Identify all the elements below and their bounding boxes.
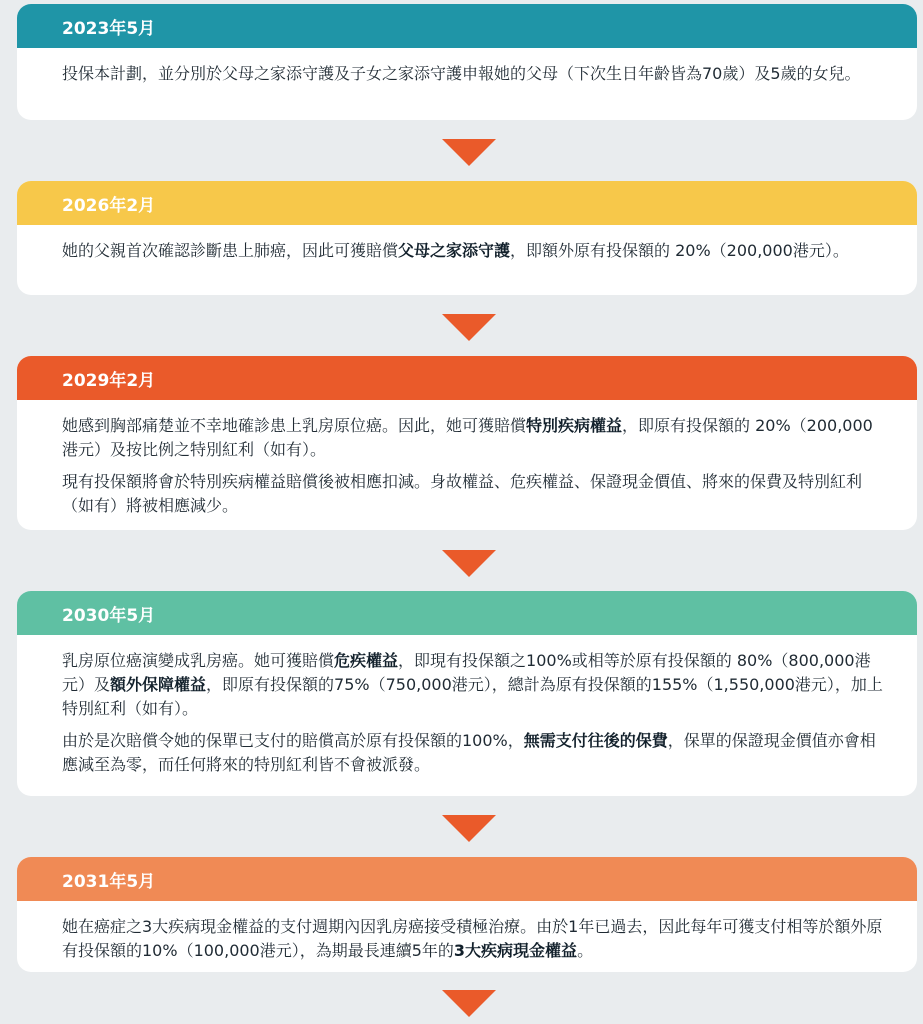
card-paragraph: 投保本計劃，並分別於父母之家添守護及子女之家添守護申報她的父母（下次生日年齡皆為70歲）及5歲的女兒。 xyxy=(62,64,861,83)
card-date: 2029年2月 xyxy=(62,370,156,391)
highlight-benefit: 特別疾病權益 xyxy=(526,416,623,435)
card-date-header xyxy=(17,356,917,400)
card-date-header xyxy=(17,4,917,48)
card-paragraph: 她的父親首次確認診斷患上肺癌，因此可獲賠償父母之家添守護，即額外原有投保額的 20%（200,000港元）。 xyxy=(62,241,849,260)
highlight-benefit: 額外保障權益 xyxy=(110,675,207,694)
card-description xyxy=(17,225,917,263)
timeline-card-2030-05 xyxy=(17,591,917,796)
card-date-header xyxy=(17,591,917,635)
card-paragraph: 她感到胸部痛楚並不幸地確診患上乳房原位癌。因此，她可獲賠償特別疾病權益，即原有投保額的 20%（200,000港元）及按比例之特別紅利（如有）。 xyxy=(62,416,873,459)
down-arrow-icon xyxy=(442,550,496,577)
card-date: 2026年2月 xyxy=(62,195,156,216)
timeline-card-2031-05 xyxy=(17,857,917,972)
down-arrow-icon xyxy=(442,314,496,341)
card-date-header xyxy=(17,857,917,901)
card-paragraph: 現有投保額將會於特別疾病權益賠償後被相應扣減。身故權益、危疾權益、保證現金價值、將來的保費及特別紅利（如有）將被相應減少。 xyxy=(62,472,863,515)
timeline-card-2026-02 xyxy=(17,181,917,295)
card-paragraph: 乳房原位癌演變成乳房癌。她可獲賠償危疾權益，即現有投保額之100%或相等於原有投保額的 80%（800,000港元）及額外保障權益，即原有投保額的75%（750,000港元），總計為原有投保額的155%（1,550,000港元），加上特別紅利（如有）。 xyxy=(62,651,883,718)
card-description xyxy=(17,635,917,777)
timeline-card-2029-02 xyxy=(17,356,917,530)
timeline-card-2023-05 xyxy=(17,4,917,120)
highlight-benefit: 3大疾病現金權益 xyxy=(453,941,578,960)
down-arrow-icon xyxy=(442,815,496,842)
card-date: 2031年5月 xyxy=(62,871,156,892)
card-paragraph: 由於是次賠償令她的保單已支付的賠償高於原有投保額的100%，無需支付往後的保費，保單的保證現金價值亦會相應減至為零，而任何將來的特別紅利皆不會被派發。 xyxy=(62,731,876,774)
card-date: 2030年5月 xyxy=(62,605,156,626)
card-date-header xyxy=(17,181,917,225)
highlight-benefit: 無需支付往後的保費 xyxy=(523,731,668,750)
card-description xyxy=(17,400,917,518)
down-arrow-icon xyxy=(442,990,496,1017)
down-arrow-icon xyxy=(442,139,496,166)
highlight-benefit: 父母之家添守護 xyxy=(398,241,511,260)
card-description xyxy=(17,48,917,86)
highlight-benefit: 危疾權益 xyxy=(334,651,399,670)
card-description xyxy=(17,901,917,963)
card-date: 2023年5月 xyxy=(62,18,156,39)
card-paragraph: 她在癌症之3大疾病現金權益的支付週期內因乳房癌接受積極治療。由於1年已過去，因此每年可獲支付相等於額外原有投保額的10%（100,000港元），為期最長連續5年的3大疾病現金權益。 xyxy=(62,917,883,960)
